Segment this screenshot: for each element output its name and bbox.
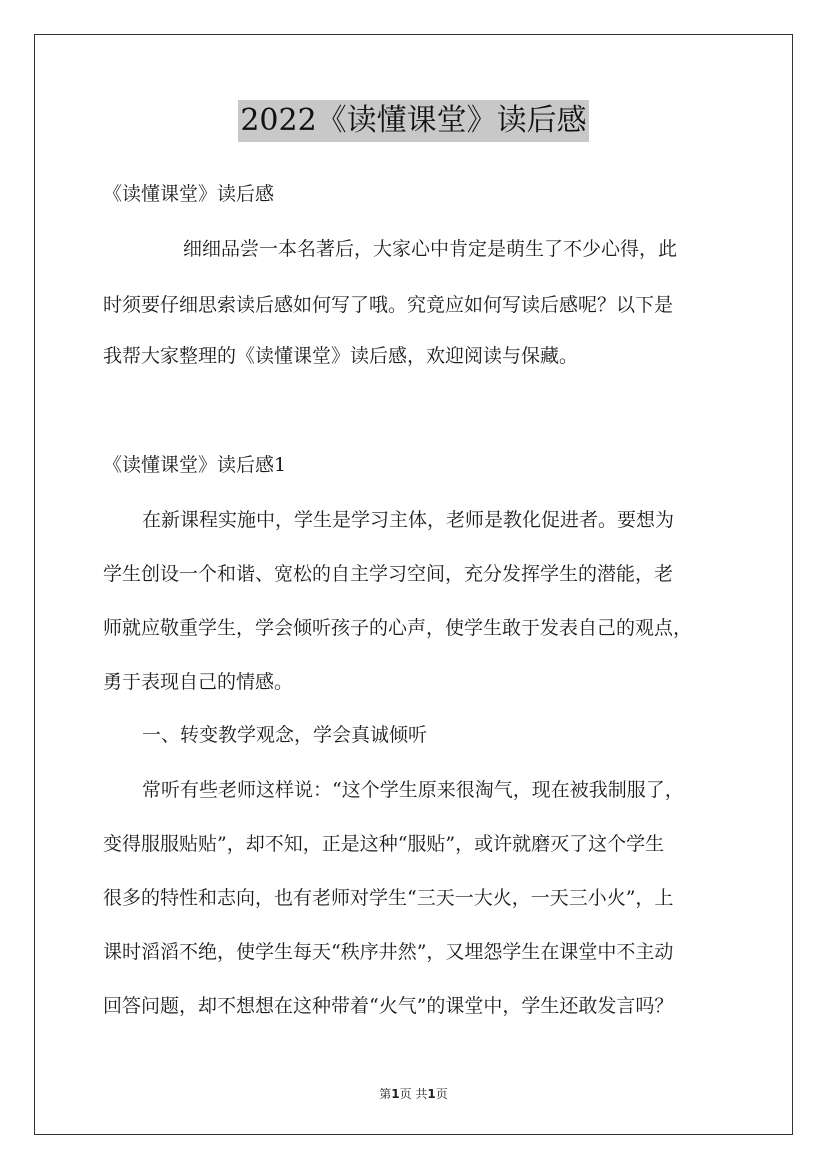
footer-mid: 页 共 <box>399 1087 428 1101</box>
footer-suffix: 页 <box>435 1087 448 1101</box>
body-line-3: 师就应敬重学生，学会倾听孩子的心声，使学生敢于发表自己的观点， <box>103 617 693 639</box>
document-title: 2022《读懂课堂》读后感 <box>238 100 588 142</box>
body-line-6: 常听有些老师这样说：“这个学生原来很淘气，现在被我制服了， <box>142 779 684 801</box>
body-line-8: 很多的特性和志向，也有老师对学生“三天一大火，一天三小火”，上 <box>103 887 674 909</box>
section-heading: 《读懂课堂》读后感1 <box>103 454 287 476</box>
body-line-4: 勇于表现自己的情感。 <box>103 671 294 693</box>
subtitle: 《读懂课堂》读后感 <box>103 183 275 205</box>
body-heading: 一、转变教学观念，学会真诚倾听 <box>142 724 428 746</box>
intro-line-2: 时须要仔细思索读后感如何写了哦。究竟应如何写读后感呢？以下是 <box>103 294 674 316</box>
footer-current-page: 1 <box>391 1087 400 1101</box>
page-footer <box>0 1085 827 1102</box>
body-line-9: 课时滔滔不绝，使学生每天“秩序井然”，又埋怨学生在课堂中不主动 <box>103 941 674 963</box>
title-container <box>0 100 827 142</box>
footer-prefix: 第 <box>379 1087 392 1101</box>
body-line-7: 变得服服贴贴”，却不知，正是这种“服贴”，或许就磨灭了这个学生 <box>103 833 665 855</box>
footer-total-pages: 1 <box>427 1087 436 1101</box>
body-line-2: 学生创设一个和谐、宽松的自主学习空间，充分发挥学生的潜能，老 <box>103 563 674 585</box>
intro-line-3: 我帮大家整理的《读懂课堂》读后感，欢迎阅读与保藏。 <box>103 345 579 367</box>
body-line-10: 回答问题，却不想想在这种带着“火气”的课堂中，学生还敢发言吗？ <box>103 995 674 1017</box>
body-line-1: 在新课程实施中，学生是学习主体，老师是教化促进者。要想为 <box>142 509 675 531</box>
intro-line-1: 细细品尝一本名著后，大家心中肯定是萌生了不少心得，此 <box>183 238 678 260</box>
